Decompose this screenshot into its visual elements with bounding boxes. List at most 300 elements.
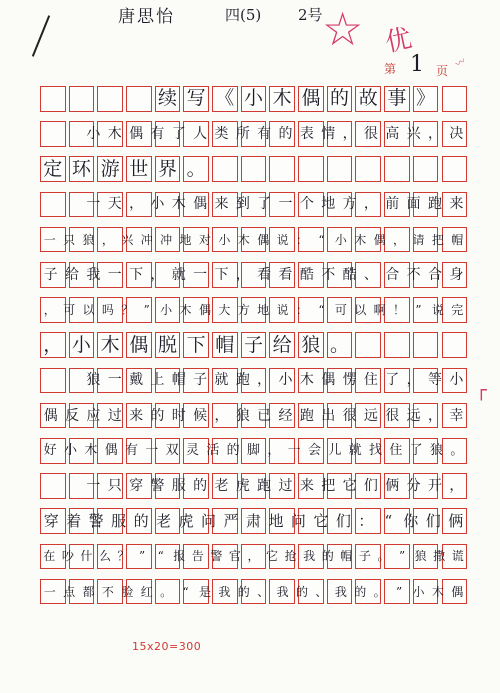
essay-character: 住 [389, 443, 403, 459]
worksheet-header [0, 0, 500, 78]
essay-character: 偶 [321, 372, 336, 389]
essay-character: ， [257, 372, 272, 389]
essay-character: 一 [43, 232, 56, 247]
essay-character: 我 [86, 266, 101, 283]
essay-character: 服 [111, 511, 127, 530]
essay-character: 木 [354, 232, 367, 247]
essay-character: 抢 [284, 549, 297, 564]
essay-character: 子 [193, 372, 208, 389]
essay-character: 定 [43, 157, 63, 180]
essay-character: 狼 [429, 443, 443, 459]
essay-character: 看 [257, 266, 272, 283]
grid-cell [40, 192, 66, 218]
essay-character: 、 [315, 584, 328, 599]
grid-cell [442, 332, 468, 358]
essay-character: 环 [71, 157, 91, 180]
grid-cell [355, 156, 381, 182]
page-label: 第 [384, 62, 397, 76]
essay-character: 问 [201, 511, 217, 530]
essay-character: 问 [290, 511, 306, 530]
essay-character: 它 [313, 511, 329, 530]
essay-character: ， [101, 232, 114, 247]
essay-character: 警 [88, 511, 104, 530]
essay-character: 事 [387, 87, 407, 110]
essay-character: 就 [171, 266, 186, 283]
essay-character: 俩 [448, 511, 464, 530]
essay-character: 双 [165, 443, 179, 459]
grid-cell [298, 156, 324, 182]
essay-character: 儿 [328, 443, 342, 459]
essay-character: 故 [358, 87, 378, 110]
essay-character: 所 [235, 125, 250, 142]
essay-character: 木 [299, 372, 314, 389]
essay-character: 帽 [340, 549, 353, 564]
essay-character: 方 [237, 302, 250, 317]
essay-character: 有 [124, 443, 138, 459]
essay-character: 是 [198, 584, 211, 599]
essay-character: 的 [193, 477, 208, 494]
essay-character: ？ [121, 302, 134, 317]
essay-character: 脸 [121, 584, 134, 599]
essay-character: 小 [63, 443, 77, 459]
essay-character: 子 [358, 549, 371, 564]
essay-character: 偶 [193, 196, 208, 213]
essay-character: 看 [278, 266, 293, 283]
grid-cell [413, 332, 439, 358]
essay-character: 吗 [101, 302, 114, 317]
essay-character: 木 [171, 196, 186, 213]
grid-row [40, 368, 467, 394]
essay-character: 帽 [451, 232, 464, 247]
essay-character: 它 [342, 477, 357, 494]
essay-character: 穿 [43, 511, 59, 530]
essay-character: 偶 [104, 443, 118, 459]
essay-character: 虎 [178, 511, 194, 530]
essay-character: 地 [321, 196, 336, 213]
essay-character: 完 [451, 302, 464, 317]
essay-character: 住 [363, 372, 378, 389]
essay-character: 告 [191, 549, 204, 564]
essay-character: 着 [66, 511, 82, 530]
essay-character: 有 [150, 125, 165, 142]
essay-character: ” [415, 302, 422, 317]
essay-character: ” [139, 549, 146, 564]
essay-character: 小 [160, 302, 173, 317]
essay-character: 时 [171, 407, 186, 424]
essay-character: 老 [214, 477, 229, 494]
student-number: 2号 [298, 6, 323, 24]
composition-grid [40, 86, 467, 614]
essay-character: 下 [214, 266, 229, 283]
essay-character: “ [157, 549, 164, 564]
essay-character: 狼 [301, 333, 321, 356]
grid-cell [126, 86, 152, 112]
essay-character: 小 [412, 584, 425, 599]
essay-character: ， [43, 302, 56, 317]
essay-character: 戴 [129, 372, 144, 389]
essay-character: 一 [43, 584, 56, 599]
essay-character: 的 [278, 125, 293, 142]
essay-character: 上 [150, 372, 165, 389]
essay-character: 什 [80, 549, 93, 564]
essay-character: 方 [342, 196, 357, 213]
essay-character: 了 [409, 443, 423, 459]
essay-character: 很 [342, 407, 357, 424]
essay-character: 小 [86, 125, 101, 142]
essay-character: 小 [278, 372, 293, 389]
essay-character: 经 [278, 407, 293, 424]
essay-character: 写 [186, 87, 206, 110]
essay-character: 酷 [299, 266, 314, 283]
essay-character: ” [398, 549, 406, 564]
essay-character: 表 [299, 125, 314, 142]
essay-character: 很 [385, 407, 400, 424]
essay-character: 一 [107, 266, 122, 283]
essay-character: 只 [63, 232, 76, 247]
student-class: 四(5) [225, 6, 262, 24]
essay-character: 分 [406, 477, 421, 494]
page-number: 1 [410, 52, 424, 77]
essay-character: 偶 [257, 232, 270, 247]
essay-character: 前 [385, 196, 400, 213]
essay-character: 人 [193, 125, 208, 142]
essay-character: 谎 [451, 549, 464, 564]
grid-cell [40, 368, 66, 394]
essay-character: 红 [140, 584, 153, 599]
essay-character: 的 [330, 87, 350, 110]
essay-character: 严 [223, 511, 239, 530]
essay-character: ， [406, 372, 421, 389]
grid-row [40, 86, 467, 112]
essay-character: 肃 [245, 511, 261, 530]
grid-row [40, 508, 467, 534]
essay-character: 给 [65, 266, 80, 283]
essay-character: 活 [206, 443, 220, 459]
essay-character: 的 [133, 511, 149, 530]
essay-character: ， [247, 549, 260, 564]
essay-character: 身 [449, 266, 464, 283]
essay-character: 等 [427, 372, 442, 389]
essay-character: 远 [406, 407, 421, 424]
essay-character: 下 [186, 333, 206, 356]
essay-character: 一 [107, 372, 122, 389]
essay-character: 点 [63, 584, 76, 599]
grid-cell [442, 86, 468, 112]
essay-character: 都 [82, 584, 95, 599]
essay-character: 只 [107, 477, 122, 494]
essay-character: 偶 [301, 87, 321, 110]
essay-character: 给 [272, 333, 292, 356]
essay-character: 不 [406, 266, 421, 283]
essay-character: 狼 [235, 407, 250, 424]
essay-character: 偶 [129, 333, 149, 356]
essay-character: 我 [334, 584, 347, 599]
essay-character: ， [214, 407, 229, 424]
grid-cell [269, 156, 295, 182]
essay-character: 地 [179, 232, 192, 247]
essay-character: 木 [100, 333, 120, 356]
essay-character: 小 [334, 232, 347, 247]
grid-cell [97, 86, 123, 112]
grid-row [40, 332, 467, 358]
essay-character: 穿 [129, 477, 144, 494]
essay-character: 俩 [385, 477, 400, 494]
essay-character: 的 [321, 549, 334, 564]
essay-character: 小 [449, 372, 464, 389]
essay-character: 的 [296, 584, 309, 599]
essay-character: 说 [431, 302, 444, 317]
essay-character: ， [129, 196, 144, 213]
essay-character: 不 [321, 266, 336, 283]
essay-character: 的 [150, 407, 165, 424]
essay-character: ” [143, 302, 150, 317]
grid-cell [384, 156, 410, 182]
essay-character: 游 [100, 157, 120, 180]
grid-cell [212, 156, 238, 182]
essay-character: 它 [266, 549, 279, 564]
essay-character: 一 [86, 196, 101, 213]
essay-character: ” [395, 584, 403, 599]
student-name: 唐思怡 [118, 7, 175, 27]
grade-mark: 优 [382, 23, 415, 59]
grid-cell [327, 156, 353, 182]
grid-row [40, 227, 467, 253]
essay-character: 一 [278, 196, 293, 213]
essay-character: “ [384, 511, 393, 530]
essay-character: 合 [385, 266, 400, 283]
essay-character: ， [449, 477, 464, 494]
essay-character: 请 [412, 232, 425, 247]
essay-character: 了 [385, 372, 400, 389]
essay-character: 偶 [129, 125, 144, 142]
essay-character: ， [342, 125, 357, 142]
essay-character: 把 [321, 477, 336, 494]
essay-character: ， [427, 407, 442, 424]
essay-character: 。 [377, 549, 390, 564]
essay-character: 决 [449, 125, 464, 142]
essay-character: 在 [43, 549, 56, 564]
essay-character: 偶 [43, 407, 58, 424]
essay-character: 说 [276, 302, 289, 317]
page-suffix: 页 [436, 64, 449, 78]
essay-character: 偶 [451, 584, 464, 599]
margin-bracket-mark: ┌ [476, 380, 487, 401]
essay-character: 兴 [406, 125, 421, 142]
essay-character: 。 [330, 333, 350, 356]
essay-character: 狼 [86, 372, 101, 389]
essay-character: 啊 [373, 302, 386, 317]
essay-character: 反 [65, 407, 80, 424]
essay-character: 老 [156, 511, 172, 530]
essay-character: 就 [348, 443, 362, 459]
essay-character: ， [393, 232, 406, 247]
essay-character: “ [318, 232, 325, 247]
essay-character: ： [296, 302, 309, 317]
essay-character: ， [43, 333, 63, 356]
essay-character: 木 [107, 125, 122, 142]
essay-character: 过 [278, 477, 293, 494]
essay-character: 类 [214, 125, 229, 142]
essay-character: 跑 [257, 477, 272, 494]
essay-character: 一 [145, 443, 159, 459]
essay-character: 面 [406, 196, 421, 213]
grid-cell [40, 121, 66, 147]
essay-character: 木 [84, 443, 98, 459]
essay-character: 天 [107, 196, 122, 213]
essay-character: 官 [228, 549, 241, 564]
essay-character: 跑 [299, 407, 314, 424]
essay-character: 冲 [140, 232, 153, 247]
essay-character: ， [363, 196, 378, 213]
essay-character: 对 [198, 232, 211, 247]
essay-character: 高 [385, 125, 400, 142]
essay-character: 已 [257, 407, 272, 424]
essay-character: 大 [218, 302, 231, 317]
star-icon: ☆ [322, 2, 364, 56]
teacher-scribble: 〰 [453, 55, 469, 71]
essay-character: 了 [171, 125, 186, 142]
grid-cell [69, 86, 95, 112]
essay-character: 好 [43, 443, 57, 459]
essay-character: 下 [129, 266, 144, 283]
grid-row [40, 262, 467, 288]
essay-character: 会 [307, 443, 321, 459]
essay-character: 一 [193, 266, 208, 283]
grid-row [40, 403, 467, 429]
grid-row [40, 438, 467, 464]
grid-cell [413, 156, 439, 182]
grid-row [40, 156, 467, 182]
grid-cell [40, 86, 66, 112]
essay-character: 把 [431, 232, 444, 247]
grid-row [40, 192, 467, 218]
essay-character: 个 [299, 196, 314, 213]
essay-character: 世 [129, 157, 149, 180]
grid-row [40, 473, 467, 499]
essay-character: ： [296, 232, 309, 247]
essay-character: 吵 [61, 549, 74, 564]
essay-character: 狼 [414, 549, 427, 564]
essay-character: 愣 [342, 372, 357, 389]
essay-character: 远 [363, 407, 378, 424]
essay-character: 小 [150, 196, 165, 213]
grid-row [40, 121, 467, 147]
essay-character: 了 [257, 196, 272, 213]
essay-character: 。 [186, 157, 206, 180]
essay-character: 来 [449, 196, 464, 213]
pen-tick-mark [32, 15, 50, 57]
essay-character: 、 [257, 584, 270, 599]
essay-character: 来 [214, 196, 229, 213]
essay-character: 小 [218, 232, 231, 247]
essay-character: 们 [335, 511, 351, 530]
essay-character: 来 [129, 407, 144, 424]
essay-character: ， [235, 266, 250, 283]
essay-character: 到 [235, 196, 250, 213]
essay-character: 小 [243, 87, 263, 110]
essay-character: ， [150, 266, 165, 283]
essay-character: ： [358, 511, 374, 530]
essay-character: 子 [43, 266, 58, 283]
essay-character: 《 [215, 87, 235, 110]
essay-character: 、 [363, 266, 378, 283]
essay-character: 小 [71, 333, 91, 356]
essay-character: 跑 [427, 196, 442, 213]
essay-character: 的 [354, 584, 367, 599]
essay-character: 偶 [198, 302, 211, 317]
essay-character: 开 [427, 477, 442, 494]
essay-character: 木 [272, 87, 292, 110]
essay-character: “ [182, 584, 189, 599]
essay-character: ， [267, 443, 281, 459]
essay-character: 冲 [160, 232, 173, 247]
essay-character: 以 [354, 302, 367, 317]
paper-spec: 15x20=300 [132, 640, 202, 653]
essay-character: 应 [86, 407, 101, 424]
grid-cell [442, 156, 468, 182]
essay-character: 以 [82, 302, 95, 317]
essay-character: 来 [299, 477, 314, 494]
essay-character: 不 [101, 584, 114, 599]
grid-cell [384, 332, 410, 358]
essay-character: 我 [303, 549, 316, 564]
essay-character: 地 [257, 302, 270, 317]
grid-cell [355, 332, 381, 358]
essay-character: 。 [450, 443, 464, 459]
grid-row [40, 544, 467, 570]
grid-cell [241, 156, 267, 182]
essay-character: 子 [243, 333, 263, 356]
essay-character: 么 [98, 549, 111, 564]
essay-character: 一 [86, 477, 101, 494]
essay-character: 有 [257, 125, 272, 142]
essay-character: 偶 [373, 232, 386, 247]
essay-character: 。 [373, 584, 386, 599]
essay-character: 帽 [171, 372, 186, 389]
essay-character: 帽 [215, 333, 235, 356]
essay-character: 的 [226, 443, 240, 459]
essay-character: 服 [171, 477, 186, 494]
essay-character: 》 [416, 87, 436, 110]
essay-character: 酷 [342, 266, 357, 283]
essay-character: 续 [157, 87, 177, 110]
essay-character: 脱 [157, 333, 177, 356]
essay-character: 狼 [82, 232, 95, 247]
essay-character: 找 [368, 443, 382, 459]
essay-character: 木 [431, 584, 444, 599]
essay-character: 可 [334, 302, 347, 317]
essay-character: 灵 [185, 443, 199, 459]
essay-character: 的 [237, 584, 250, 599]
essay-character: 警 [210, 549, 223, 564]
essay-character: 。 [160, 584, 173, 599]
essay-character: 你 [403, 511, 419, 530]
essay-character: 合 [427, 266, 442, 283]
essay-character: 界 [157, 157, 177, 180]
essay-character: 木 [237, 232, 250, 247]
essay-character: 报 [173, 549, 186, 564]
essay-character: 就 [214, 372, 229, 389]
essay-character: 木 [179, 302, 192, 317]
essay-character: 虎 [235, 477, 250, 494]
essay-character: 们 [363, 477, 378, 494]
essay-character: 们 [425, 511, 441, 530]
essay-character: 候 [193, 407, 208, 424]
essay-character: 警 [150, 477, 165, 494]
essay-character: 跑 [235, 372, 250, 389]
grid-row [40, 297, 467, 323]
grid-cell [40, 473, 66, 499]
